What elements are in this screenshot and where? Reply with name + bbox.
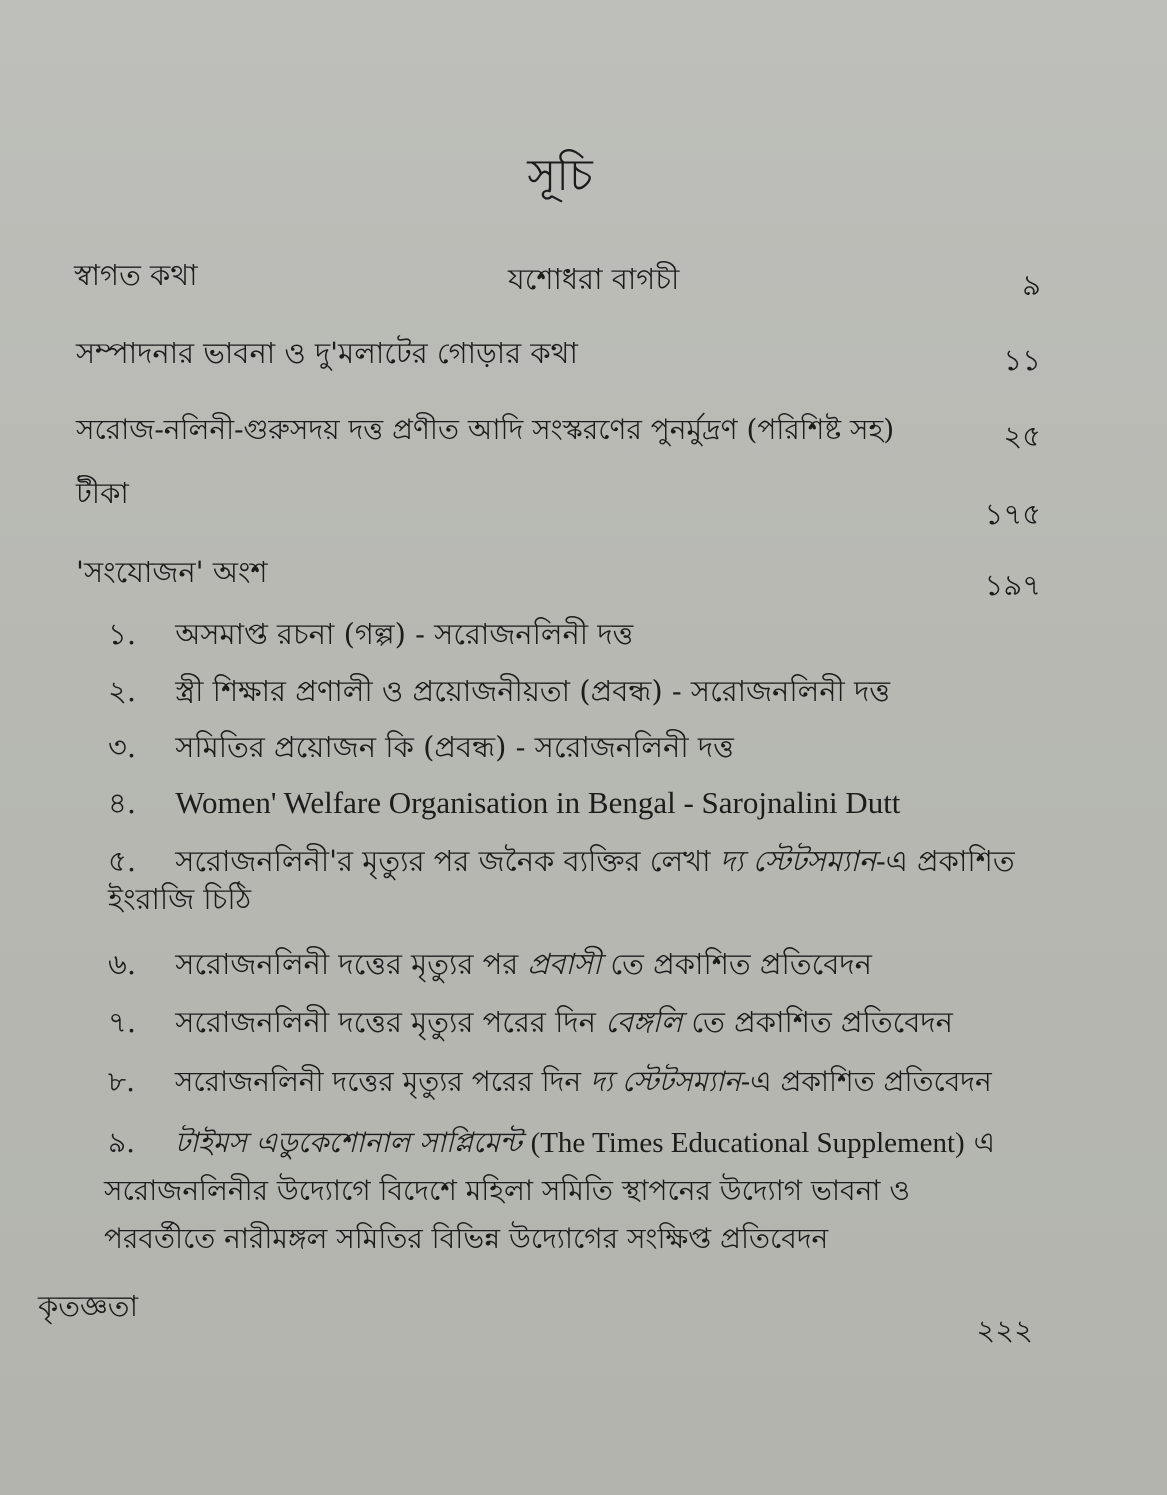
toc-entry-label: সরোজ-নলিনী-গুরুসদয় দত্ত প্রণীত আদি সংস্করণের পুনর্মুদ্রণ (পরিশিষ্ট সহ) <box>76 413 895 446</box>
page-title: সূচি <box>527 150 593 201</box>
annex-item-text: সরোজনলিনী'র মৃত্যুর পর জনৈক ব্যক্তির লেখা <box>175 844 711 878</box>
annex-item-text: -এ প্রকাশিত <box>875 844 1015 878</box>
annex-item-text: সরোজনলিনী দত্তের মৃত্যুর পর <box>175 947 519 981</box>
publication-title: টাইমস এডুকেশোনাল সাপ্লিমেন্ট <box>174 1126 522 1159</box>
toc-entry-author: যশোধরা বাগচী <box>508 262 680 296</box>
annex-item-number: ৩. <box>108 730 137 764</box>
annex-item-number: ৬. <box>108 947 137 981</box>
annex-item-number: ৯. <box>108 1126 136 1159</box>
annex-item <box>108 1003 1048 1041</box>
annex-item-text: তে প্রকাশিত প্রতিবেদন <box>610 947 872 981</box>
annex-item-number: ৫. <box>108 844 137 878</box>
annex-item <box>108 945 1048 983</box>
annex-item-text: সরোজনলিনী দত্তের মৃত্যুর পরের দিন <box>175 1005 596 1039</box>
annex-item-continuation: পরবর্তীতে নারীমঙ্গল সমিতির বিভিন্ন উদ্যোগের সংক্ষিপ্ত প্রতিবেদন <box>104 1222 829 1255</box>
publication-title: প্রবাসী <box>527 947 602 981</box>
annex-item <box>108 615 1048 653</box>
annex-item-number: ৪. <box>108 786 137 820</box>
toc-entry-page: ১৯৭ <box>984 568 1041 602</box>
toc-entry-page: ২৫ <box>1003 419 1041 453</box>
annex-item-text: সরোজনলিনী দত্তের মৃত্যুর পরের দিন <box>174 1065 582 1098</box>
annex-item-text: -এ প্রকাশিত প্রতিবেদন <box>740 1065 992 1098</box>
annex-item <box>104 1124 1058 1258</box>
annex-item-english-title: (The Times Educational Supplement) <box>530 1127 965 1159</box>
annex-item-text: স্ত্রী শিক্ষার প্রণালী ও প্রয়োজনীয়তা (প্রবন্ধ) - সরোজনলিনী দত্ত <box>175 674 891 708</box>
annex-item-number: ৭. <box>108 1005 137 1039</box>
publication-title: দ্য স্টেটসম্যান <box>590 1065 741 1098</box>
toc-entry-page: ১১ <box>1003 343 1041 377</box>
toc-entry-page: ৯ <box>1022 268 1041 302</box>
annex-item-number: ২. <box>108 674 137 708</box>
annex-item-text: Women' Welfare Organisation in Bengal - Sarojnalini Dutt <box>175 785 901 820</box>
annex-item-continuation: ইংরাজি চিঠি <box>108 882 252 916</box>
toc-entry-label: স্বাগত কথা <box>74 258 198 292</box>
annex-item <box>108 784 1048 822</box>
toc-entry-label: সম্পাদনার ভাবনা ও দু'মলাটের গোড়ার কথা <box>76 336 578 370</box>
toc-entry-label: 'সংযোজন' অংশ <box>76 555 268 589</box>
annex-item-text: তে প্রকাশিত প্রতিবেদন <box>691 1005 953 1039</box>
annex-item-text: এ <box>973 1126 995 1159</box>
toc-entry-label: টীকা <box>76 476 129 510</box>
annex-item <box>108 728 1048 766</box>
annex-item <box>108 672 1048 710</box>
annex-item-text: সমিতির প্রয়োজন কি (প্রবন্ধ) - সরোজনলিনী দত্ত <box>175 730 734 764</box>
annex-item-number: ৮. <box>108 1065 136 1098</box>
publication-title: বেঙ্গলি <box>605 1005 683 1039</box>
toc-entry-label: কৃতজ্ঞতা <box>38 1289 138 1323</box>
toc-entry-page: ২২২ <box>976 1313 1033 1347</box>
annex-item <box>108 1063 1048 1101</box>
annex-item-continuation: সরোজনলিনীর উদ্যোগে বিদেশে মহিলা সমিতি স্থাপনের উদ্যোগ ভাবনা ও <box>104 1174 910 1207</box>
annex-item-number: ১. <box>108 617 137 651</box>
annex-item <box>108 842 1048 918</box>
annex-item-text: অসমাপ্ত রচনা (গল্প) - সরোজনলিনী দত্ত <box>175 617 634 651</box>
toc-entry-page: ১৭৫ <box>984 497 1041 531</box>
publication-title: দ্য স্টেটসম্যান <box>719 844 876 878</box>
